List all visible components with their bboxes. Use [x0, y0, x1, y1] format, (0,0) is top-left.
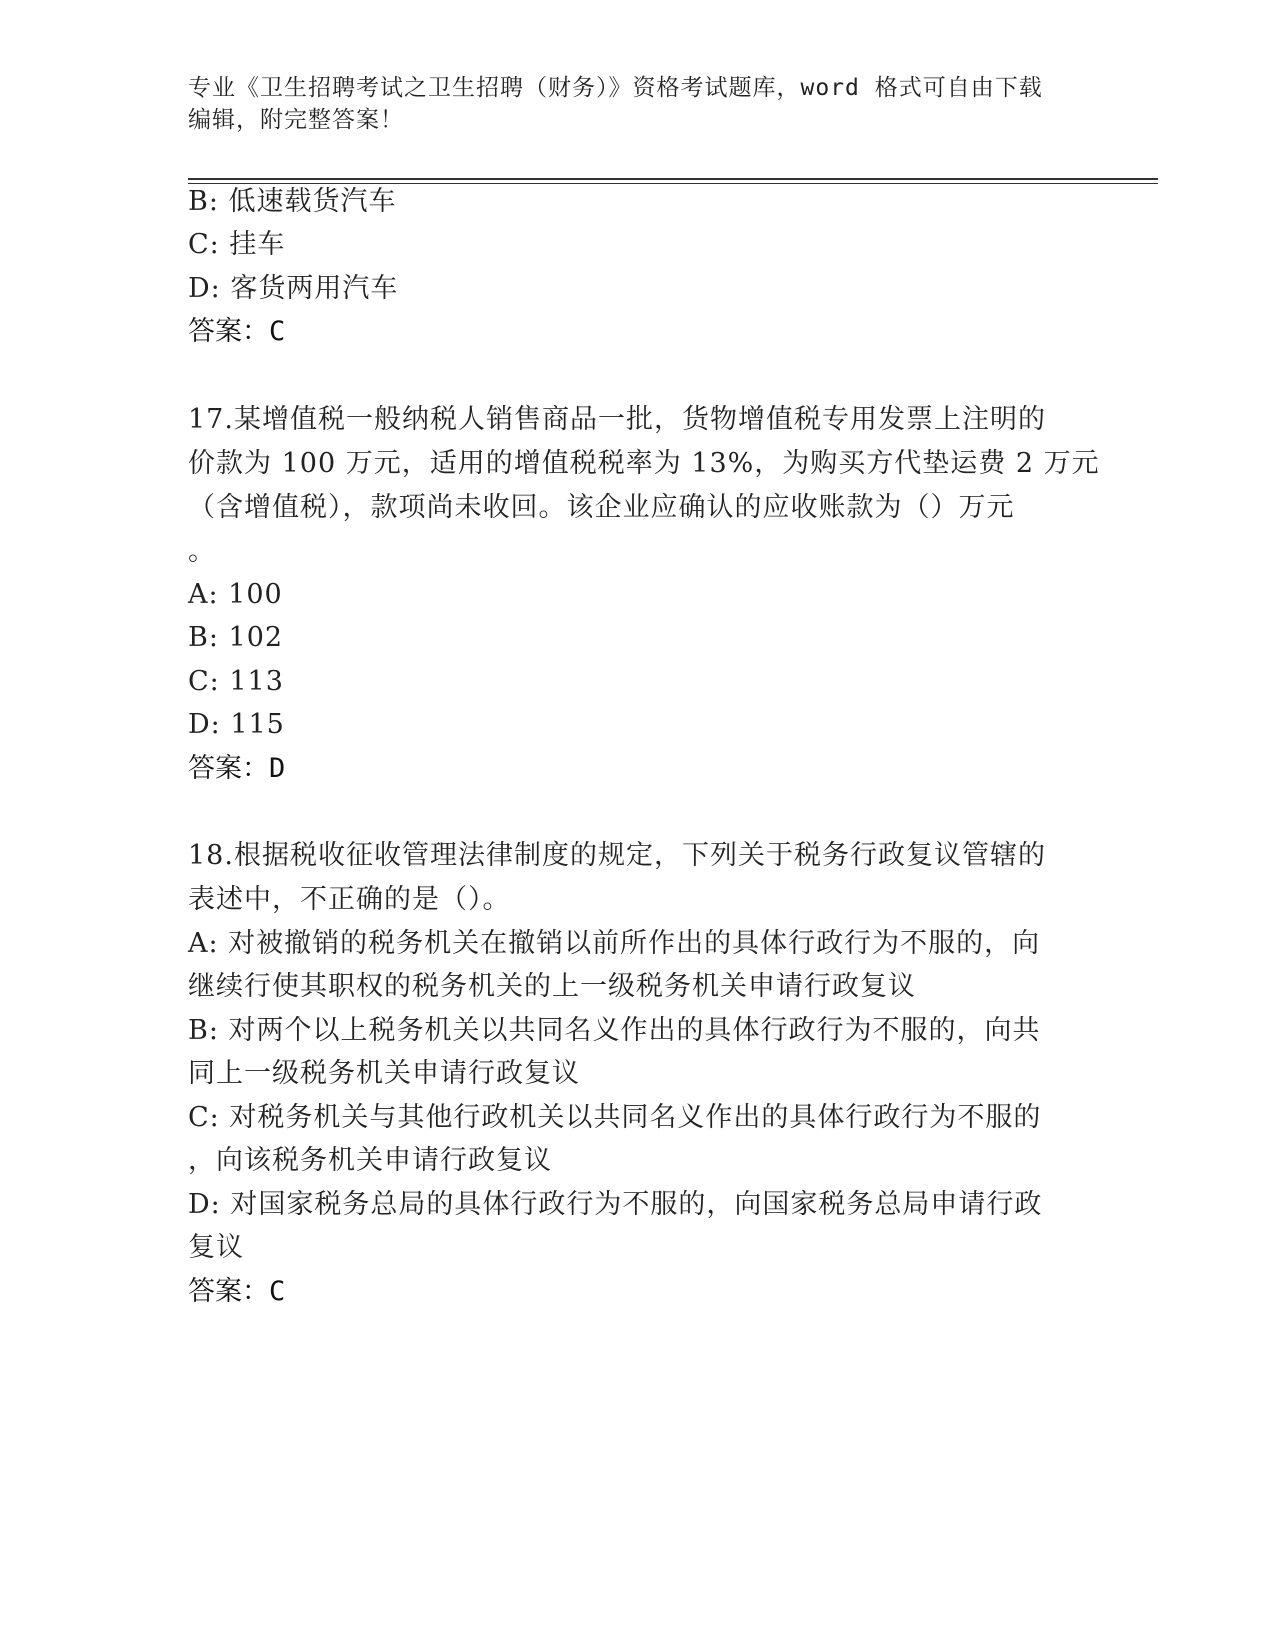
q17-answer	[188, 751, 285, 787]
q18-option-d-line-1: D: 对国家税务总局的具体行政行为不服的，向国家税务总局申请行政	[188, 1189, 1043, 1220]
q18-option-c-line-2: ，向该税务机关申请行政复议	[188, 1145, 552, 1176]
answer-value: C	[269, 1276, 286, 1307]
header-line-2: 编辑，附完整答案！	[188, 107, 404, 133]
q17-option-b: B: 102	[188, 622, 284, 653]
q18-option-a-line-2: 继续行使其职权的税务机关的上一级税务机关申请行政复议	[188, 971, 916, 1002]
answer-value: C	[269, 316, 286, 347]
prev-option-d: D: 客货两用汽车	[188, 273, 399, 304]
answer-label: 答案：	[188, 1276, 269, 1307]
prev-option-c: C: 挂车	[188, 229, 286, 260]
q18-answer	[188, 1274, 285, 1310]
q17-option-d: D: 115	[188, 709, 285, 740]
header-line-1: 专业《卫生招聘考试之卫生招聘（财务）》资格考试题库，word 格式可自由下载	[188, 75, 1043, 101]
q17-stem-line-1: 17.某增值税一般纳税人销售商品一批，货物增值税专用发票上注明的	[188, 404, 1046, 435]
q18-option-d-line-2: 复议	[188, 1232, 244, 1263]
q17-option-a: A: 100	[188, 579, 283, 610]
document-header	[188, 72, 1068, 136]
answer-label: 答案：	[188, 753, 269, 784]
q17-stem-line-2: 价款为 100 万元，适用的增值税税率为 13%，为购买方代垫运费 2 万元	[188, 448, 1100, 479]
q18-option-a-line-1: A: 对被撤销的税务机关在撤销以前所作出的具体行政行为不服的，向	[188, 928, 1041, 959]
prev-answer	[188, 314, 285, 350]
header-divider-thick	[188, 178, 1158, 180]
q18-option-b-line-2: 同上一级税务机关申请行政复议	[188, 1058, 580, 1089]
q18-stem-line-1: 18.根据税收征收管理法律制度的规定，下列关于税务行政复议管辖的	[188, 840, 1046, 871]
q18-stem-line-2: 表述中，不正确的是（）。	[188, 884, 511, 915]
prev-option-b: B: 低速载货汽车	[188, 186, 397, 217]
q17-stem-line-3: （含增值税），款项尚未收回。该企业应确认的应收账款为（）万元	[188, 492, 1015, 523]
q17-stem-line-4: 。	[188, 536, 216, 567]
answer-label: 答案：	[188, 316, 269, 347]
q17-option-c: C: 113	[188, 666, 284, 697]
answer-value: D	[269, 753, 286, 784]
q18-option-c-line-1: C: 对税务机关与其他行政机关以共同名义作出的具体行政行为不服的	[188, 1102, 1042, 1133]
q18-option-b-line-1: B: 对两个以上税务机关以共同名义作出的具体行政行为不服的，向共	[188, 1015, 1041, 1046]
